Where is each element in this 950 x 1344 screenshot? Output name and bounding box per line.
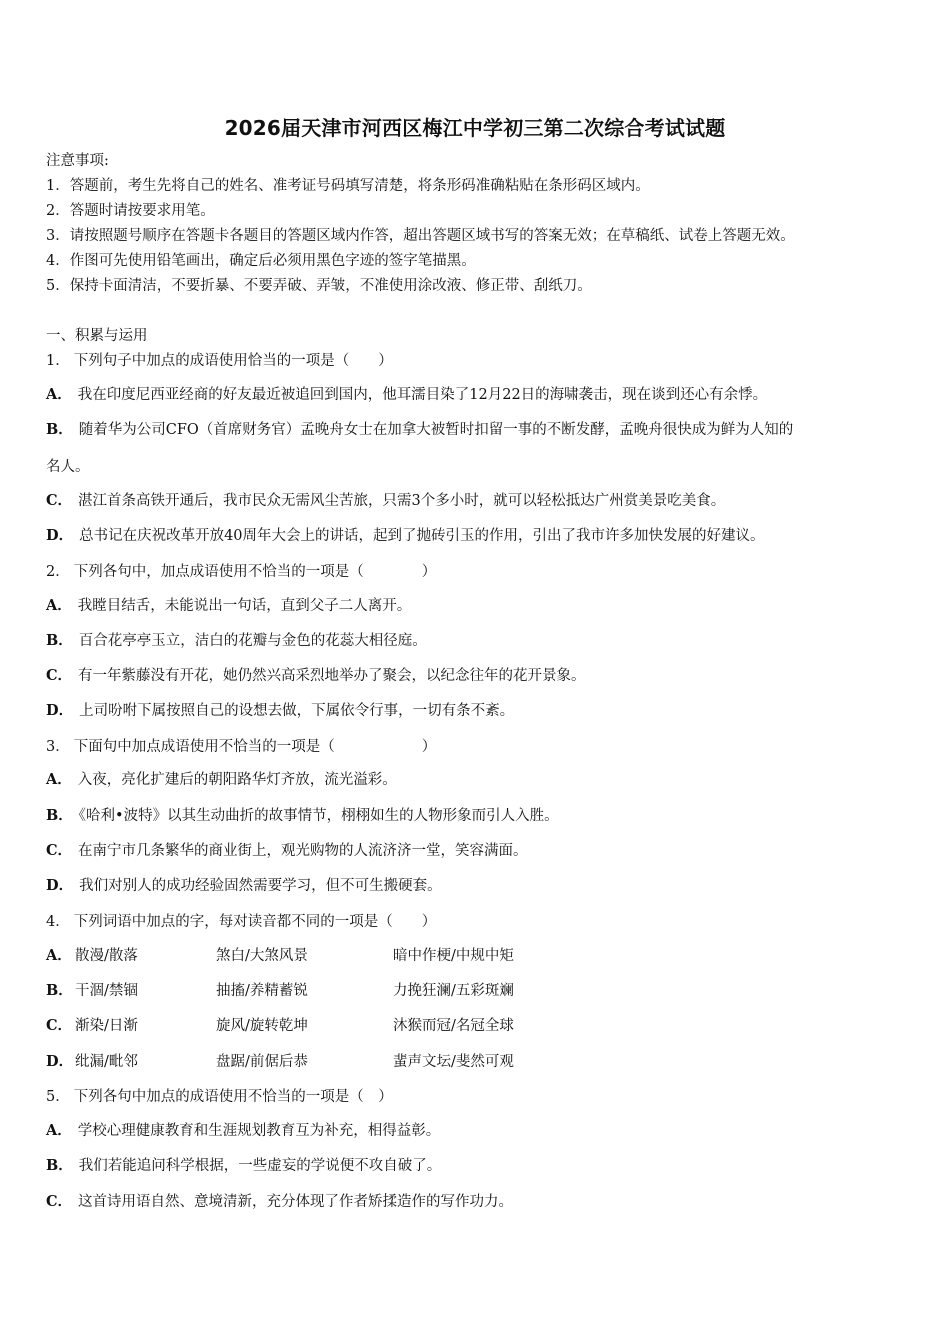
page-title: 2026届天津市河西区梅江中学初三第二次综合考试试题 [224, 116, 726, 140]
question-3-option-b [46, 806, 559, 826]
option-text: 在南宁市几条繁华的商业街上，观光购物的人流济济一堂，笑容满面。 [78, 843, 528, 859]
option-pair-3: 暗中作梗/中规中矩 [393, 948, 514, 964]
question-4-option-a [0, 946, 950, 966]
question-number: 4． [46, 914, 70, 930]
question-number: 1． [46, 353, 70, 369]
question-2-option-c [46, 666, 586, 686]
option-text: 我们对别人的成功经验固然需要学习，但不可生搬硬套。 [79, 878, 442, 894]
question-text: 下列各句中，加点成语使用不恰当的一项是（ ） [73, 564, 437, 580]
notice-item: 5．保持卡面清洁，不要折暴、不要弄破、弄皱，不准使用涂改液、修正带、刮纸刀。 [46, 278, 592, 294]
option-text: 我瞠目结舌，未能说出一句话，直到父子二人离开。 [77, 598, 412, 614]
notice-heading: 注意事项: [46, 153, 109, 169]
option-pair-2: 盘踞/前倨后恭 [216, 1054, 308, 1070]
question-4-stem [46, 912, 436, 932]
section-title: 一、积累与运用 [46, 328, 148, 344]
question-5-stem [46, 1087, 393, 1107]
option-label: D． [46, 877, 74, 894]
option-pair-2: 旋风/旋转乾坤 [216, 1018, 308, 1034]
notice-item: 1．答题前，考生先将自己的姓名、准考证号码填写清楚，将条形码准确粘贴在条形码区域内。 [46, 178, 650, 194]
option-pair-3: 力挽狂澜/五彩斑斓 [393, 983, 514, 999]
option-label: C． [46, 1017, 73, 1034]
option-label: B． [46, 421, 73, 438]
option-label: B． [46, 632, 73, 649]
option-pair-1: 渐染/日渐 [75, 1018, 138, 1034]
question-4-option-c [0, 1016, 950, 1036]
option-label: D． [46, 702, 74, 719]
option-label: A． [46, 597, 72, 614]
question-text: 下面句中加点成语使用不恰当的一项是（ ） [73, 739, 437, 755]
question-1-option-d [46, 526, 765, 546]
question-2-stem [46, 562, 436, 582]
question-text: 下列句子中加点的成语使用恰当的一项是（ ） [73, 353, 393, 369]
option-label: C． [46, 492, 73, 509]
question-1-option-a [46, 385, 767, 405]
option-text: 上司吩咐下属按照自己的设想去做，下属依令行事，一切有条不紊。 [79, 703, 515, 719]
option-text: 随着华为公司CFO（首席财务官）孟晚舟女士在加拿大被暂时扣留一事的不断发酵，孟晚舟很快成为鲜为人知的 [78, 422, 794, 438]
option-text: 入夜，亮化扩建后的朝阳路华灯齐放，流光溢彩。 [77, 772, 397, 788]
question-number: 3． [46, 739, 70, 755]
option-text: 湛江首条高铁开通后，我市民众无需风尘苦旅，只需3个多小时，就可以轻松抵达广州赏美景吃美食。 [78, 493, 726, 509]
question-5-option-a [46, 1121, 440, 1141]
option-label: C． [46, 1193, 73, 1210]
question-1-option-b-continued: 名人。 [46, 459, 90, 475]
option-pair-1: 散漫/散落 [75, 948, 138, 964]
notice-item: 2．答题时请按要求用笔。 [46, 203, 215, 219]
question-1-stem [46, 351, 393, 371]
option-text: 我在印度尼西亚经商的好友最近被追回到国内，他耳濡目染了12月22日的海啸袭击，现在谈到还心有余悸。 [77, 387, 768, 403]
option-label: A． [46, 771, 72, 788]
option-label: C． [46, 667, 73, 684]
option-text: 这首诗用语自然、意境清新，充分体现了作者矫揉造作的写作功力。 [78, 1194, 514, 1210]
question-number: 5． [46, 1089, 70, 1105]
question-2-option-d [46, 701, 514, 721]
question-2-option-b [46, 631, 427, 651]
option-label: A． [46, 386, 72, 403]
option-text: 总书记在庆祝改革开放40周年大会上的讲话，起到了抛砖引玉的作用，引出了我市许多加快发展的好建议。 [79, 528, 765, 544]
option-pair-2: 煞白/大煞风景 [216, 948, 308, 964]
option-text: 《哈利•波特》以其生动曲折的故事情节，栩栩如生的人物形象而引人入胜。 [78, 808, 559, 824]
option-label: B． [46, 807, 73, 824]
question-text: 下列各句中加点的成语使用不恰当的一项是（ ） [73, 1089, 393, 1105]
option-text: 百合花亭亭玉立，洁白的花瓣与金色的花蕊大相径庭。 [78, 633, 427, 649]
question-4-option-d [0, 1052, 950, 1072]
question-4-option-b [0, 981, 950, 1001]
question-3-option-d [46, 876, 442, 896]
question-3-option-c [46, 841, 528, 861]
notice-item: 3．请按照题号顺序在答题卡各题目的答题区域内作答，超出答题区域书写的答案无效；在草稿纸、试卷上答题无效。 [46, 228, 795, 244]
question-2-option-a [46, 596, 411, 616]
option-label: B． [46, 1157, 73, 1174]
option-label: D． [46, 1053, 74, 1070]
question-5-option-b [46, 1156, 441, 1176]
option-text: 我们若能追问科学根据，一些虚妄的学说便不攻自破了。 [78, 1158, 442, 1174]
notice-item: 4．作图可先使用铅笔画出，确定后必须用黑色字迹的签字笔描黑。 [46, 253, 476, 269]
option-pair-1: 纰漏/毗邻 [75, 1054, 138, 1070]
option-label: D． [46, 527, 74, 544]
option-pair-1: 干涸/禁锢 [75, 983, 138, 999]
option-label: A． [46, 1122, 72, 1139]
question-5-option-c [46, 1192, 513, 1212]
option-pair-2: 抽搐/养精蓄锐 [216, 983, 308, 999]
option-label: C． [46, 842, 73, 859]
option-text: 学校心理健康教育和生涯规划教育互为补充，相得益彰。 [77, 1123, 441, 1139]
option-label: B． [46, 982, 73, 999]
question-3-stem [46, 737, 436, 757]
option-text: 有一年紫藤没有开花，她仍然兴高采烈地举办了聚会，以纪念往年的花开景象。 [78, 668, 586, 684]
option-pair-3: 蜚声文坛/斐然可观 [393, 1054, 514, 1070]
question-3-option-a [46, 770, 397, 790]
question-1-option-c [46, 491, 725, 511]
question-1-option-b [46, 420, 793, 440]
question-number: 2． [46, 564, 70, 580]
option-label: A． [46, 947, 72, 964]
option-pair-3: 沐猴而冠/名冠全球 [393, 1018, 514, 1034]
question-text: 下列词语中加点的字，每对读音都不同的一项是（ ） [73, 914, 437, 930]
